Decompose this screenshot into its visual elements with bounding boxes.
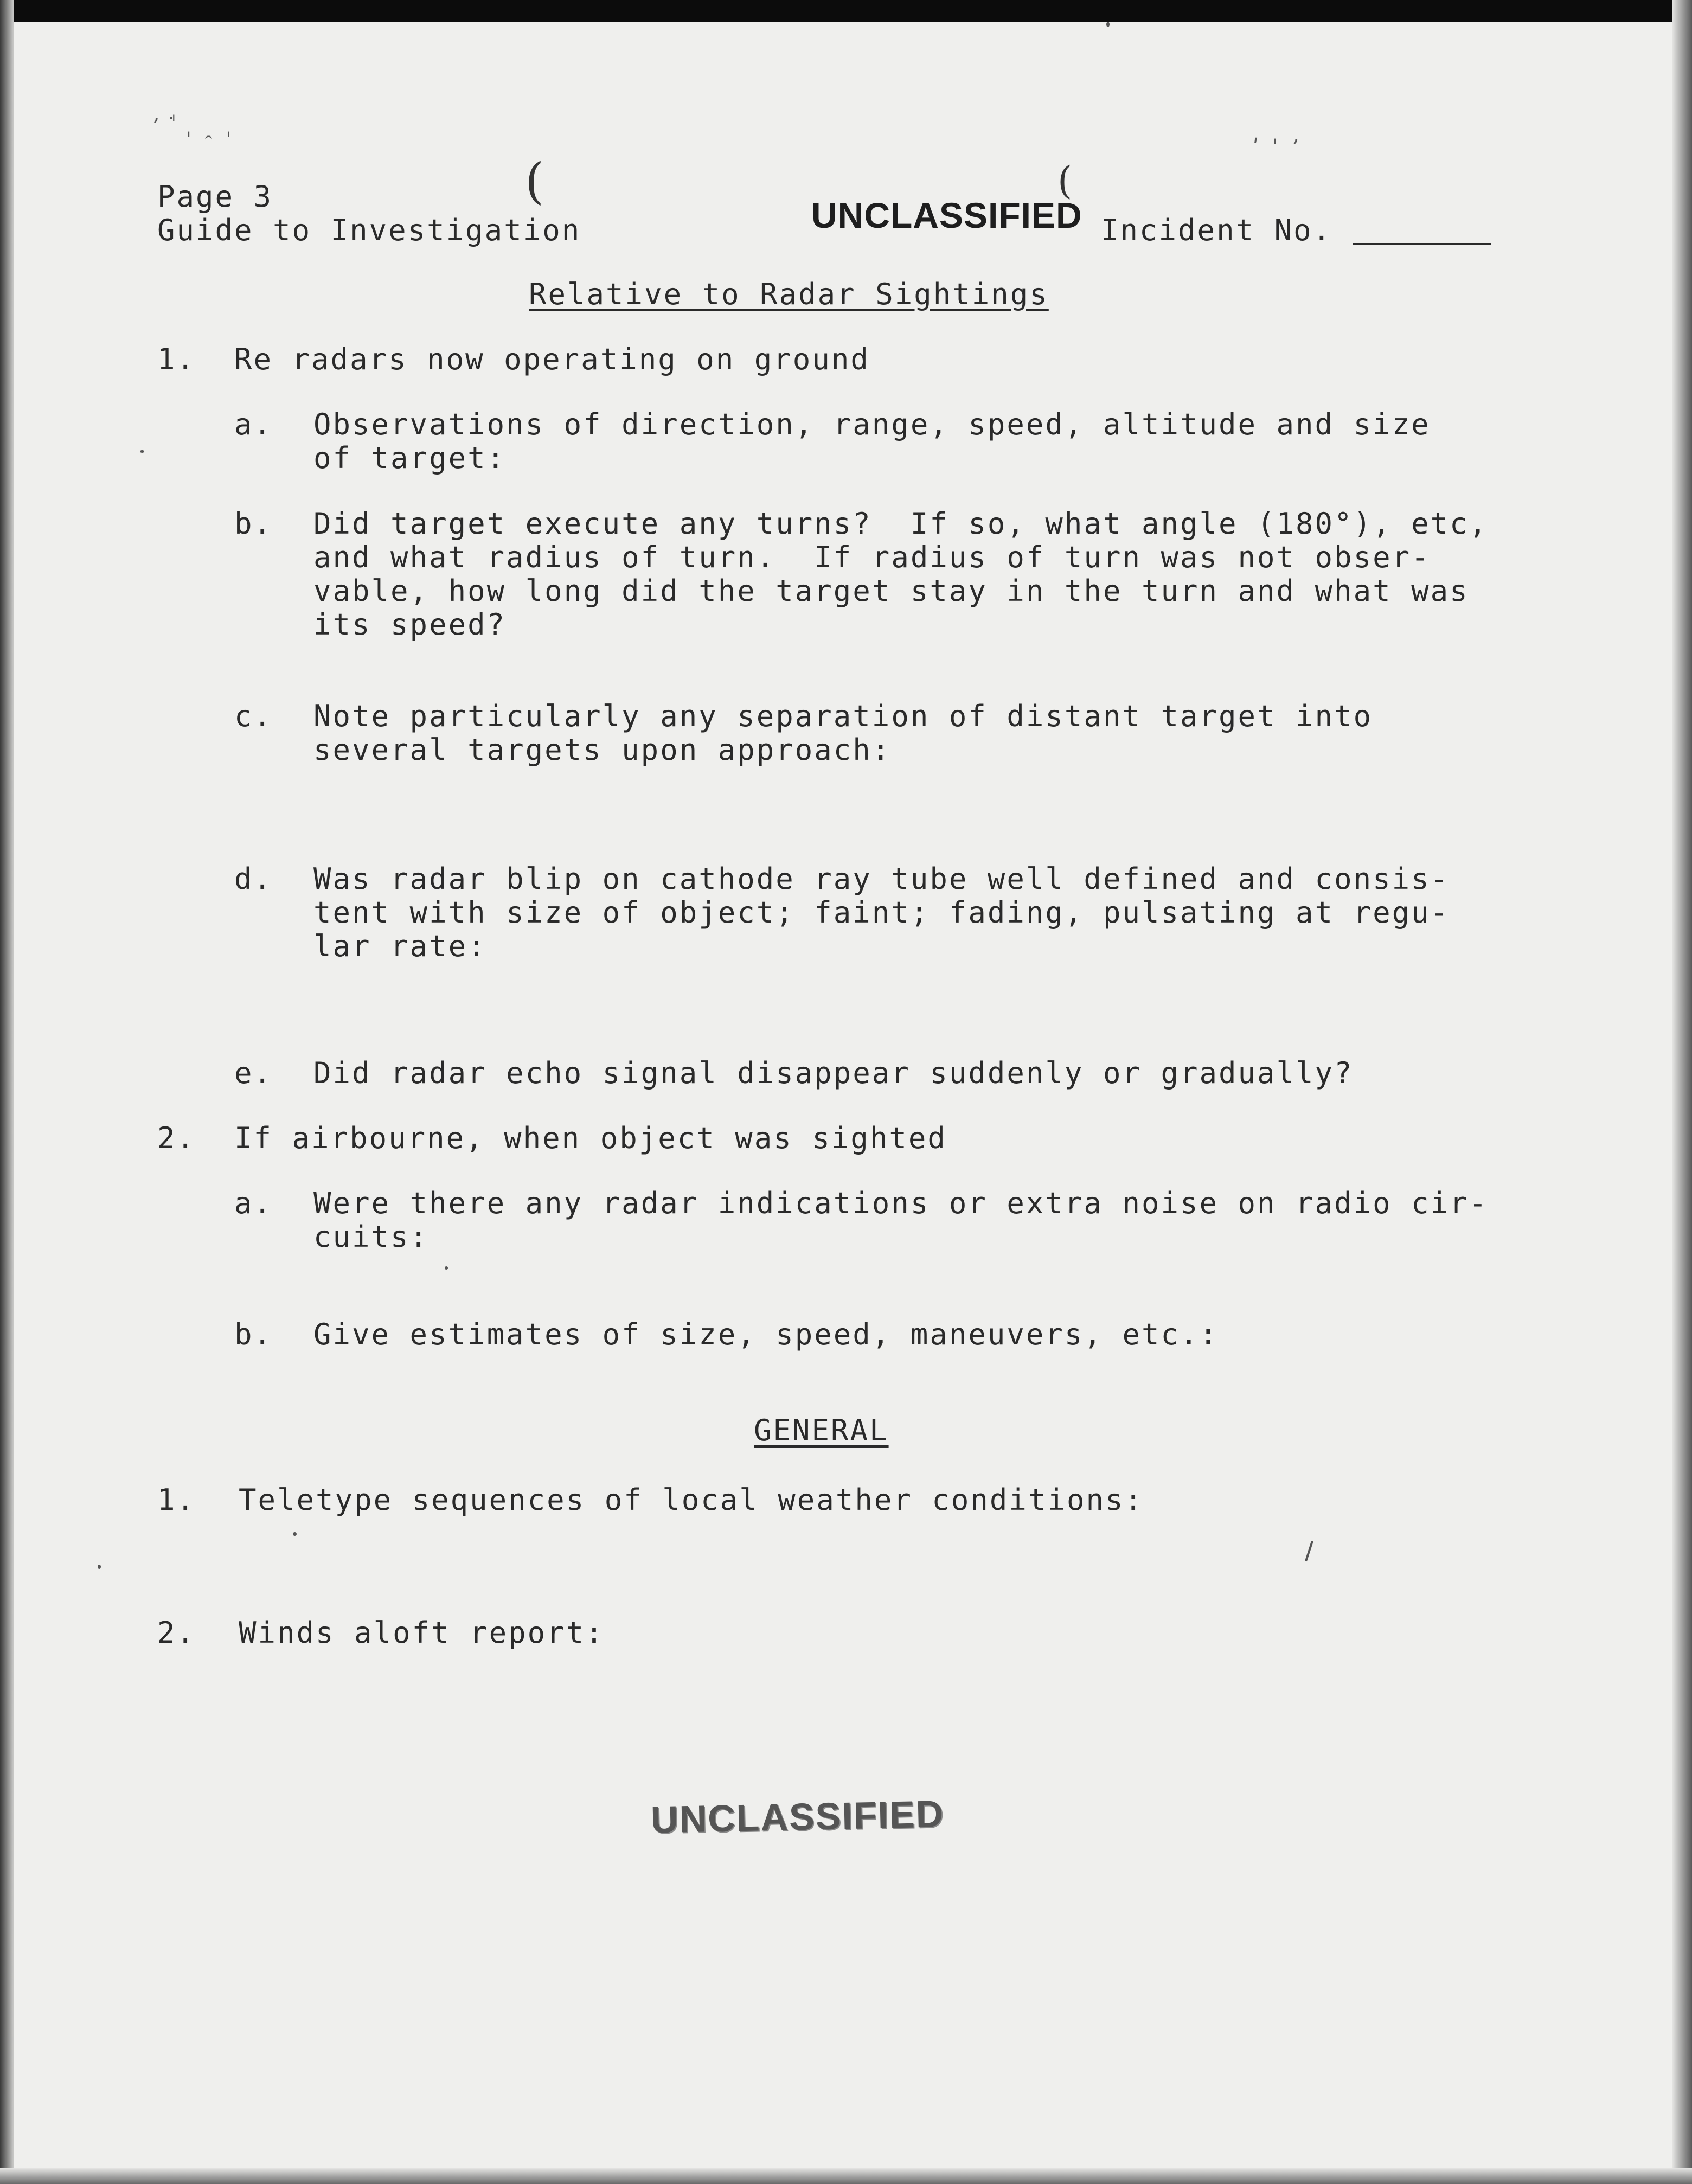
subitem-text: Was radar blip on cathode ray tube well defined and consis- tent with size of object; faint; fading, pulsating at regu- lar rate: — [313, 862, 1450, 963]
scan-top-border — [0, 0, 1692, 22]
scan-right-edge — [1672, 0, 1692, 2184]
bracket-mark-right: ( — [1058, 158, 1073, 203]
item-number: 2. — [157, 1616, 196, 1650]
incident-number-blank — [1353, 243, 1491, 245]
section-heading-general: GENERAL — [754, 1413, 889, 1448]
item-number: 2. — [157, 1121, 196, 1155]
scan-left-edge — [0, 0, 14, 2184]
scan-speck — [445, 1266, 448, 1270]
subitem-text: Did target execute any turns? If so, what angle (180°), etc, and what radius of turn. If radius of turn was not obser- vable, how long did the target stay in the turn and what was its speed? — [313, 507, 1489, 642]
item-number: 1. — [157, 1483, 196, 1517]
subitem-letter: a. — [234, 407, 273, 441]
subitem-text: Were there any radar indications or extra noise on radio cir- cuits: — [313, 1186, 1489, 1254]
incident-label: Incident No. — [1101, 213, 1332, 247]
section-heading-radar: Relative to Radar Sightings — [529, 277, 1049, 311]
subitem-letter: b. — [234, 1317, 273, 1352]
scan-speck — [1106, 22, 1110, 27]
scan-speck — [293, 1532, 297, 1536]
classification-stamp-bottom: UNCLASSIFIED — [650, 1792, 945, 1841]
subitem-text: Give estimates of size, speed, maneuvers, etc.: — [313, 1317, 1219, 1352]
item-text: Re radars now operating on ground — [234, 342, 870, 376]
subitem-letter: c. — [234, 699, 273, 733]
item-text: Teletype sequences of local weather conditions: — [239, 1483, 1144, 1517]
handwritten-mark-left: ʼ ꜗ ˌ ꞈ ˌ — [152, 114, 235, 139]
subitem-letter: b. — [234, 507, 273, 541]
item-text: If airbourne, when object was sighted — [234, 1121, 947, 1155]
subitem-text: Did radar echo signal disappear suddenly or gradually? — [313, 1056, 1354, 1090]
handwritten-mark-right: ʹ ˈ ʼ — [1253, 136, 1302, 161]
scan-bottom-edge — [0, 2168, 1692, 2184]
subitem-letter: d. — [234, 862, 273, 896]
scan-speck — [140, 450, 144, 453]
bracket-mark-left: ( — [525, 153, 544, 210]
subitem-text: Observations of direction, range, speed, altitude and size of target: — [313, 407, 1431, 475]
page-number: Page 3 — [157, 180, 273, 214]
scan-speck — [1305, 1540, 1313, 1561]
item-text: Winds aloft report: — [239, 1616, 605, 1650]
scan-speck — [98, 1565, 101, 1569]
item-number: 1. — [157, 342, 196, 376]
document-title: Guide to Investigation — [157, 213, 581, 247]
classification-stamp-top: UNCLASSIFIED — [811, 195, 1082, 235]
subitem-letter: a. — [234, 1186, 273, 1220]
subitem-text: Note particularly any separation of distant target into several targets upon approach: — [313, 699, 1373, 767]
subitem-letter: e. — [234, 1056, 273, 1090]
